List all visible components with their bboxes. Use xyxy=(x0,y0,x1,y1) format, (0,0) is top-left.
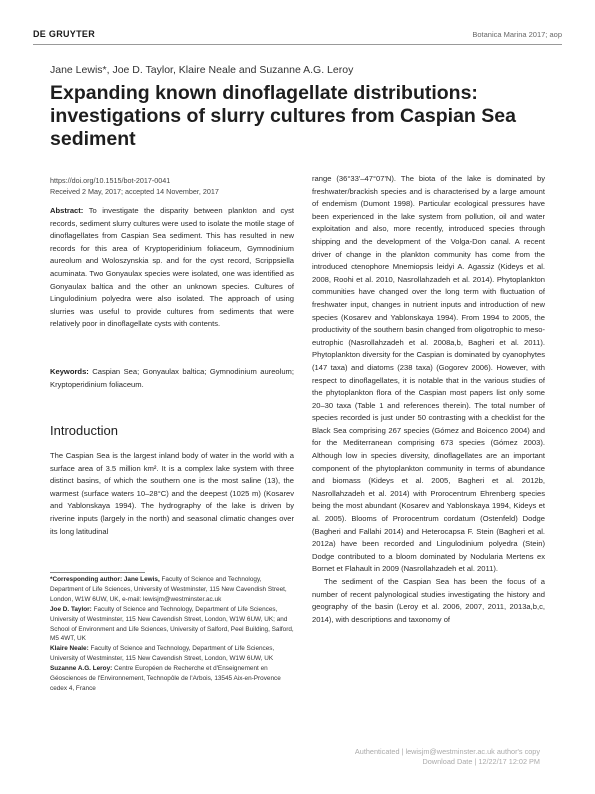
download-footer xyxy=(355,747,540,767)
footnote-text: Faculty of Science and Technology, Department of Life Sciences, University of Westminster, 115 New Cavendish Street, London, W1W 6UW, UK, e-mail: lewisjm@westminster.ac.uk xyxy=(50,576,287,603)
keywords-section xyxy=(50,366,294,391)
keywords-label: Keywords: xyxy=(50,367,89,376)
footnote-label: *Corresponding author: Jane Lewis, xyxy=(50,576,160,583)
article-title: Expanding known dinoflagellate distributions: investigations of slurry cultures from Caspian Sea sediment xyxy=(50,82,516,150)
author-affiliations xyxy=(50,575,294,694)
footnote-label: Klaire Neale: xyxy=(50,645,89,653)
header-divider xyxy=(33,44,562,45)
publisher-name: DE GRUYTER xyxy=(33,29,96,39)
introduction-right-column xyxy=(312,173,545,626)
keywords-text: Caspian Sea; Gonyaulax baltica; Gymnodinium aureolum; Kryptoperidinium foliaceum. xyxy=(50,367,294,389)
introduction-heading: Introduction xyxy=(50,423,118,438)
author-list: Jane Lewis*, Joe D. Taylor, Klaire Neale and Suzanne A.G. Leroy xyxy=(50,64,354,76)
intro-paragraph-3: The sediment of the Caspian Sea has been the focus of a number of recent palynological studies investigating the history and geography of the basin (Leroy et al. 2006, 2007, 2011, 2013a,b,c, 2014), with descriptions and taxonomy of xyxy=(312,577,545,624)
footnote-text: Faculty of Science and Technology, Department of Life Sciences, University of Westminster, 115 New Cavendish Street, London, W1W 6UW, UK; and School of Environment and Life Sciences, University of Salford, Peel Building, Salford, M5 4WT, UK xyxy=(50,605,294,643)
footnote-text: Centre Européen de Recherche et d'Enseignement en Géosciences de l'Environnement, Technopôle de l'Arbois, 13545 Aix-en-Provence cedex 4, France xyxy=(50,665,281,692)
received-dates: Received 2 May, 2017; accepted 14 November, 2017 xyxy=(50,187,219,196)
journal-citation: Botanica Marina 2017; aop xyxy=(472,30,562,39)
footer-download-date: Download Date | 12/22/17 12:02 PM xyxy=(422,757,540,766)
intro-paragraph-1: The Caspian Sea is the largest inland body of water in the world with a surface area of 3.5 million km². It is a complex lake system with three distinct basins, of which the southern one is the most saline (13), the warmest (surface waters 10–28°C) and the deepest (1025 m) (Kosarev and Yablonskaya 1994). The hydrography of the lake is driven by riverine inputs (largely in the north) and seasonal climatic changes over its long latitudinal xyxy=(50,451,294,536)
intro-paragraph-2: range (36°33'–47°07'N). The biota of the lake is dominated by freshwater/brackish species and is characterised by a large amount of endemism (Dumont 1998). Particular ecological pressures have been experienced in the lake system from pollution, oil and water exploitation and also, more recently, introduced species through shipping and the development of the Volga-Don canal. A recent driver of change in the plankton community has come from the introduced ctenophore Mnemiopsis leidyi A. Agassiz (Kideys et al. 2008, Roohi et al. 2010, Nasrollahzadeh et al. 2014). Phytoplankton communities have changed over the long term with fluctuation of freshwater input, changes in nutrient inputs and introduction of new species (Kosarev and Yablonskaya 1994). From 1994 to 2005, the productivity of the southern basin changed from oligotrophic to meso-eutrophic (Nasrollahzadeh et al. 2008a,b, Bagheri et al. 2011). Phytoplankton diversity for the Caspian is dominated by cyanophytes (147 taxa) and diatoms (238 taxa) (Gogorev 2006). However, with respect to dinoflagellates, it is notable that in the various studies of the phytoplankton flora of the Caspian most papers list only some 20–30 taxa (Table 1 and references therein). The total number of species recorded is just under 50 contrasting with a checklist for the Black Sea comprising 267 species (Gómez and Boicenco 2004) and for the Mediterranean comprising 673 species (Gómez 2003). Although low in species diversity, dinoflagellates are an important component of the phytoplankton community in terms of abundance and biomass (Kideys et al. 2005, Bagheri et al. 2012b, Nasrollahzadeh et al. 2014) with Prorocentrum Ehrenberg species being the most abundant (Kosarev and Yablonskaya 1994, Kideys et al. 2005). Blooms of Prorocentrum cordatum (Ostenfeld) Dodge (Bagheri and Fallahi 2014) and Heterocapsa F. Stein (Bagheri et al. 2012a) have been recorded and Lingulodinium polyedra (Stein) Dodge contributed to a bloom dominated by Nodularia Mertens ex Bornet et Flahault in 2009 (Nasrollahzadeh et al. 2011). xyxy=(312,174,545,574)
footer-authenticated: Authenticated | lewisjm@westminster.ac.uk author's copy xyxy=(354,747,540,756)
introduction-left-column xyxy=(50,450,294,538)
footnote-label: Suzanne A.G. Leroy: xyxy=(50,665,113,673)
abstract-section xyxy=(50,205,294,331)
footnote-divider xyxy=(50,572,145,573)
footnote-label: Joe D. Taylor: xyxy=(50,605,92,613)
footnote-text: Faculty of Science and Technology, Department of Life Sciences, University of Westminster, 115 New Cavendish Street, London, W1W 6UW, UK xyxy=(50,645,275,663)
abstract-text: To investigate the disparity between plankton and cyst records, sediment slurry cultures were used to isolate the motile stage of dinoflagellates from Caspian Sea sediment. This has resulted in new records for this area of Kryptoperidinium foliaceum, Gymnodinium aureolum and Woloszynskia sp. and for the cyst record, Scrippsiella acuminata. Two Gonyaulax species were isolated, one was identified as Gonyaulax baltica and the other an unknown species. Cultures of Lingulodinium polyedra were also isolated. The approach of using slurries was useful to provide cultures from sediments that were relatively poor in dinoflagellate cysts with contents. xyxy=(50,206,294,329)
doi-link[interactable]: https://doi.org/10.1515/bot-2017-0041 xyxy=(50,176,171,185)
abstract-label: Abstract: xyxy=(50,206,84,215)
